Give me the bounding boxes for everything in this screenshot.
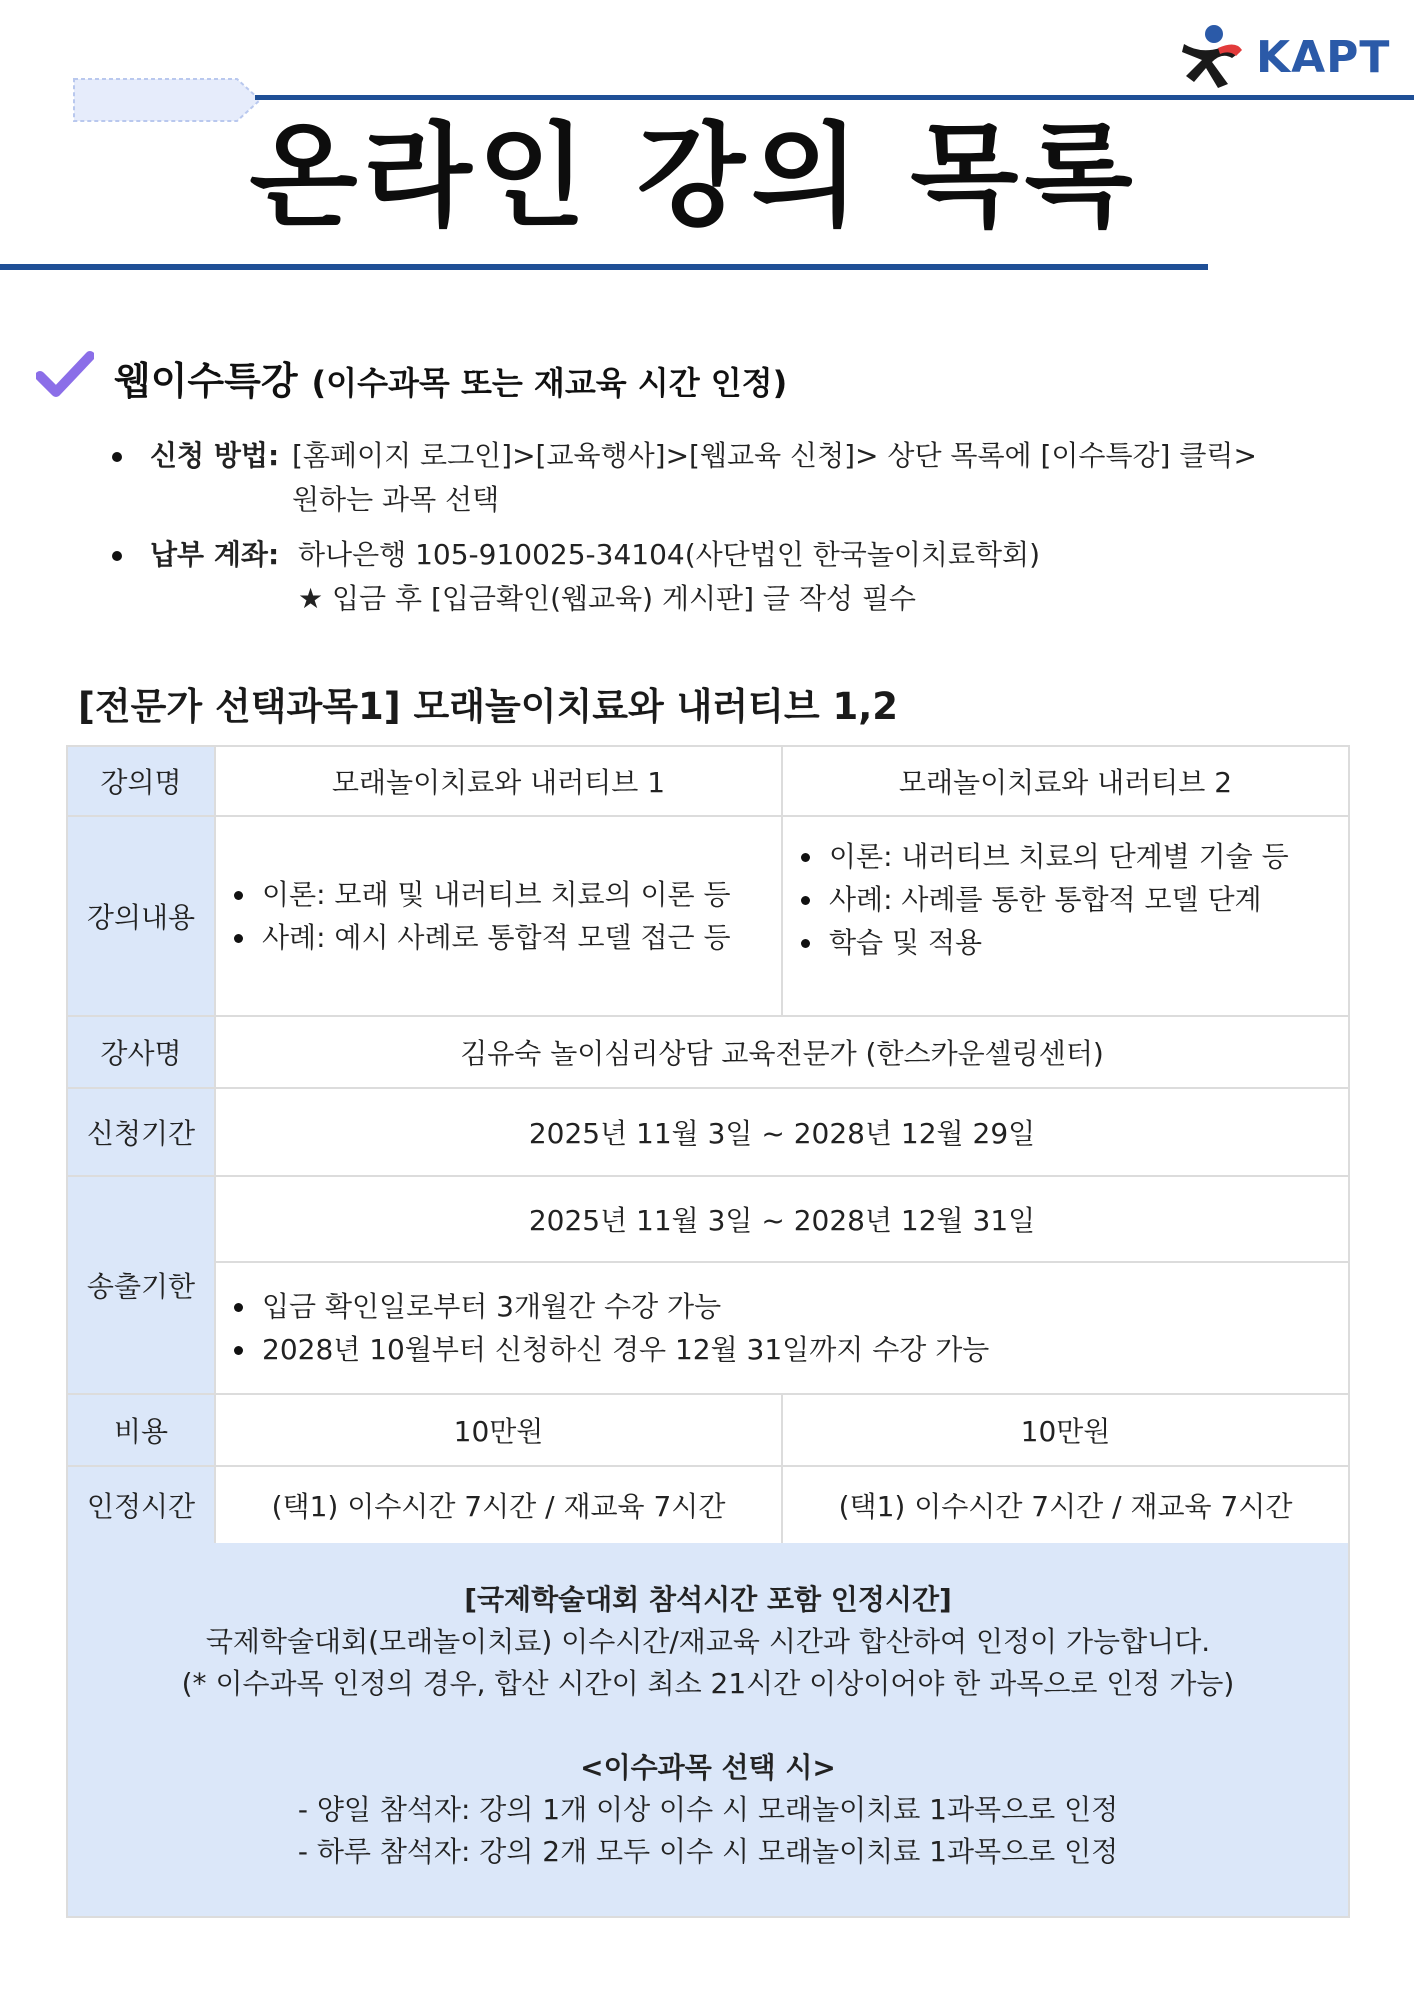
- notice-line-1: 국제학술대회(모래놀이치료) 이수시간/재교육 시간과 합산하여 인정이 가능합니다.: [205, 1625, 1211, 1658]
- kapt-logo: [1180, 22, 1391, 92]
- bullet-dot: [112, 452, 122, 462]
- notice-line-2: (* 이수과목 인정의 경우, 합산 시간이 최소 21시간 이상이어야 한 과목으로 인정 가능): [181, 1667, 1235, 1700]
- header-line-bottom: [0, 264, 1208, 270]
- row-label-apply-period: 신청기간: [67, 1088, 215, 1176]
- list-item-continuation: [793, 921, 1338, 964]
- broadcast-period: 2025년 11월 3일 ~ 2028년 12월 31일: [215, 1176, 1349, 1262]
- notice-line-4: - 하루 참석자: 강의 2개 모두 이수 시 모래놀이치료 1과목으로 인정: [297, 1835, 1119, 1868]
- list-item: 사례: 사례를 통한 통합적 모델 단계: [793, 878, 1338, 921]
- course-content-2: [782, 816, 1349, 1016]
- course-content-1: [215, 816, 782, 1016]
- section-subtitle: (이수과목 또는 재교육 시간 인정): [311, 364, 788, 402]
- apply-method-label: 신청 방법:: [150, 439, 280, 472]
- table-row: [67, 1394, 1349, 1466]
- payment-account-line1: 하나은행 105-910025-34104(사단법인 한국놀이치료학회): [298, 538, 1041, 571]
- row-label-content: 강의내용: [67, 816, 215, 1016]
- apply-method-line2: 원하는 과목 선택: [292, 483, 500, 516]
- kapt-figure-icon: [1180, 22, 1250, 92]
- list-item-continuation-text: 학습 및 적용: [829, 926, 983, 959]
- header-line-top: [255, 95, 1414, 100]
- payment-account: [112, 533, 1312, 623]
- course-name-2: 모래놀이치료와 내러티브 2: [782, 746, 1349, 816]
- row-label-fee: 비용: [67, 1394, 215, 1466]
- page-title: 온라인 강의 목록: [249, 112, 1139, 242]
- table-row: [67, 1016, 1349, 1088]
- credit-1: (택1) 이수시간 7시간 / 재교육 7시간: [215, 1466, 782, 1544]
- fee-2: 10만원: [782, 1394, 1349, 1466]
- list-item: 입금 확인일로부터 3개월간 수강 가능: [226, 1285, 1338, 1328]
- section-title: [114, 350, 787, 405]
- table-row: [67, 1088, 1349, 1176]
- checkmark-icon: [36, 350, 94, 400]
- table-row: [67, 1262, 1349, 1394]
- table-row: [67, 816, 1349, 1016]
- instructor-name: 김유숙 놀이심리상담 교육전문가 (한스카운셀링센터): [215, 1016, 1349, 1088]
- content-list-2: [793, 835, 1338, 964]
- row-label-course-name: 강의명: [67, 746, 215, 816]
- apply-method-line1: [홈페이지 로그인]>[교육행사]>[웹교육 신청]> 상단 목록에 [이수특강] 클릭>: [292, 439, 1257, 472]
- row-label-credit: 인정시간: [67, 1466, 215, 1544]
- payment-account-label: 납부 계좌:: [150, 538, 280, 571]
- broadcast-notes-list: [226, 1285, 1338, 1371]
- list-item: 2028년 10월부터 신청하신 경우 12월 31일까지 수강 가능: [226, 1328, 1338, 1371]
- list-item: 이론: 모래 및 내러티브 치료의 이론 등: [226, 873, 771, 916]
- notice-heading-2: <이수과목 선택 시>: [580, 1751, 836, 1784]
- apply-period: 2025년 11월 3일 ~ 2028년 12월 29일: [215, 1088, 1349, 1176]
- bullet-dot: [112, 551, 122, 561]
- fee-1: 10만원: [215, 1394, 782, 1466]
- table-row: [67, 746, 1349, 816]
- table-row: [67, 1466, 1349, 1544]
- section-title-text: 웹이수특강: [114, 359, 298, 403]
- notice-line-3: - 양일 참석자: 강의 1개 이상 이수 시 모래놀이치료 1과목으로 인정: [297, 1793, 1119, 1826]
- row-label-broadcast: 송출기한: [67, 1176, 215, 1394]
- notice-heading-1: [국제학술대회 참석시간 포함 인정시간]: [464, 1583, 952, 1616]
- apply-method: [112, 434, 1312, 524]
- list-item: 이론: 내러티브 치료의 단계별 기술 등: [793, 835, 1338, 878]
- course-table: [66, 745, 1350, 1545]
- payment-account-line2: ★ 입금 후 [입금확인(웹교육) 게시판] 글 작성 필수: [298, 582, 916, 615]
- table-row: [67, 1176, 1349, 1262]
- broadcast-notes: [215, 1262, 1349, 1394]
- list-item: 사례: 예시 사례로 통합적 모델 접근 등: [226, 916, 771, 959]
- content-list-1: [226, 873, 771, 959]
- row-label-instructor: 강사명: [67, 1016, 215, 1088]
- course-name-1: 모래놀이치료와 내러티브 1: [215, 746, 782, 816]
- course-title: [전문가 선택과목1] 모래놀이치료와 내러티브 1,2: [78, 685, 898, 728]
- logo-text: KAPT: [1256, 32, 1391, 83]
- credit-2: (택1) 이수시간 7시간 / 재교육 7시간: [782, 1466, 1349, 1544]
- notice-box: [66, 1543, 1350, 1918]
